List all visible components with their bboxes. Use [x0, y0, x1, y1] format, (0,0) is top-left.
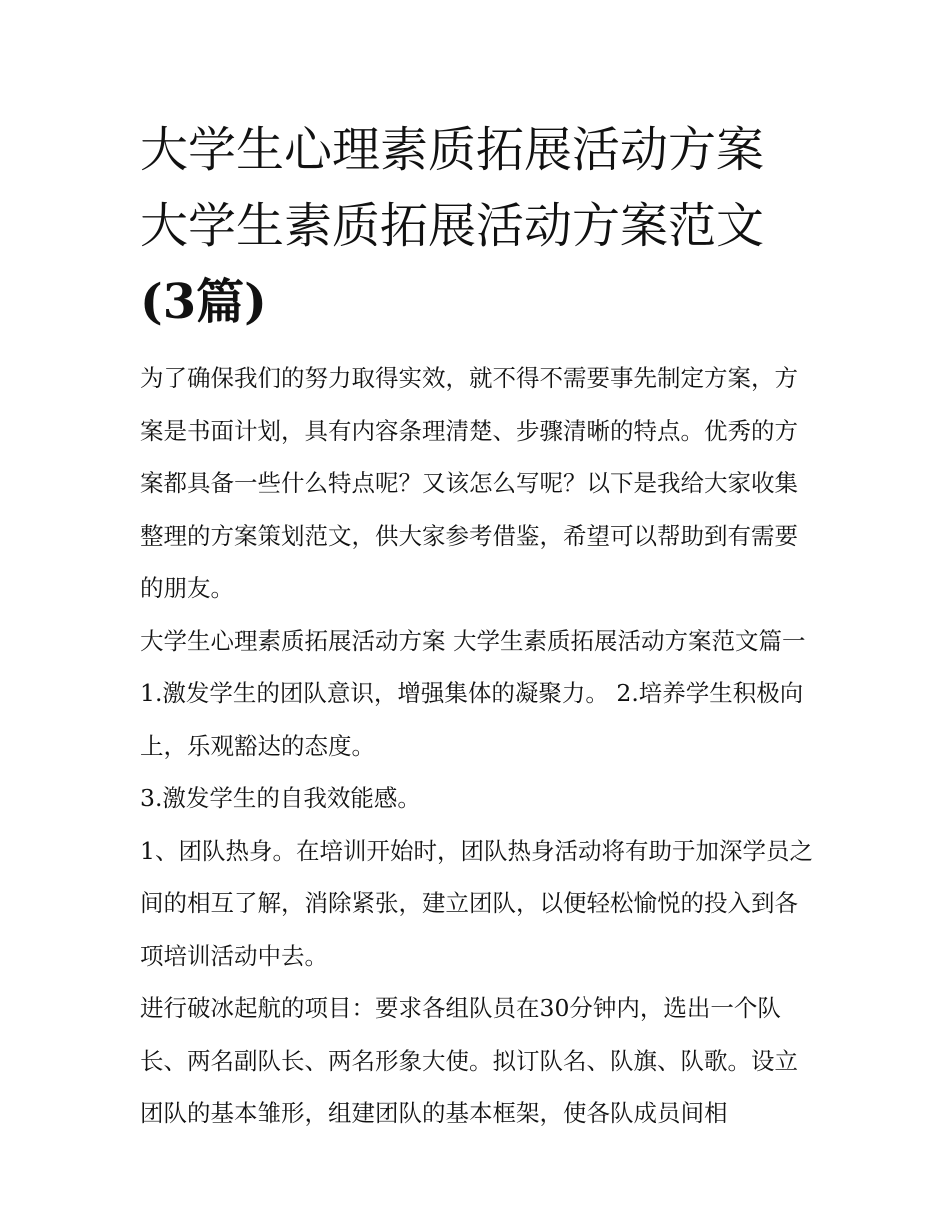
paragraph-intro: 为了确保我们的努力取得实效，就不得不需要事先制定方案，方案是书面计划，具有内容条理清楚、步骤清晰的特点。优秀的方案都具备一些什么特点呢？又该怎么写呢？以下是我给大家收集整理的方案策划范文，供大家参考借鉴，希望可以帮助到有需要的朋友。 [140, 364, 798, 602]
document-body [140, 352, 820, 1140]
paragraph-icebreaker: 进行破冰起航的项目：要求各组队员在30分钟内，选出一个队长、两名副队长、两名形象大使。拟订队名、队旗、队歌。设立团队的基本雏形，组建团队的基本框架，使各队成员间相 [140, 994, 798, 1127]
paragraph-section-heading: 大学生心理素质拓展活动方案 大学生素质拓展活动方案范文篇一 1.激发学生的团队意识，增强集体的凝聚力。 2.培养学生积极向上，乐观豁达的态度。 [140, 626, 806, 760]
title-line-3: (3篇) [140, 274, 267, 330]
title-line-2: 大学生素质拓展活动方案范文 [140, 198, 765, 254]
title-line-1: 大学生心理素质拓展活动方案 [140, 122, 765, 178]
document-title [140, 112, 840, 340]
paragraph-goal-3: 3.激发学生的自我效能感。 [140, 784, 421, 812]
paragraph-team-warmup: 1、团队热身。在培训开始时，团队热身活动将有助于加深学员之间的相互了解，消除紧张，建立团队，以便轻松愉悦的投入到各项培训活动中去。 [140, 836, 813, 970]
